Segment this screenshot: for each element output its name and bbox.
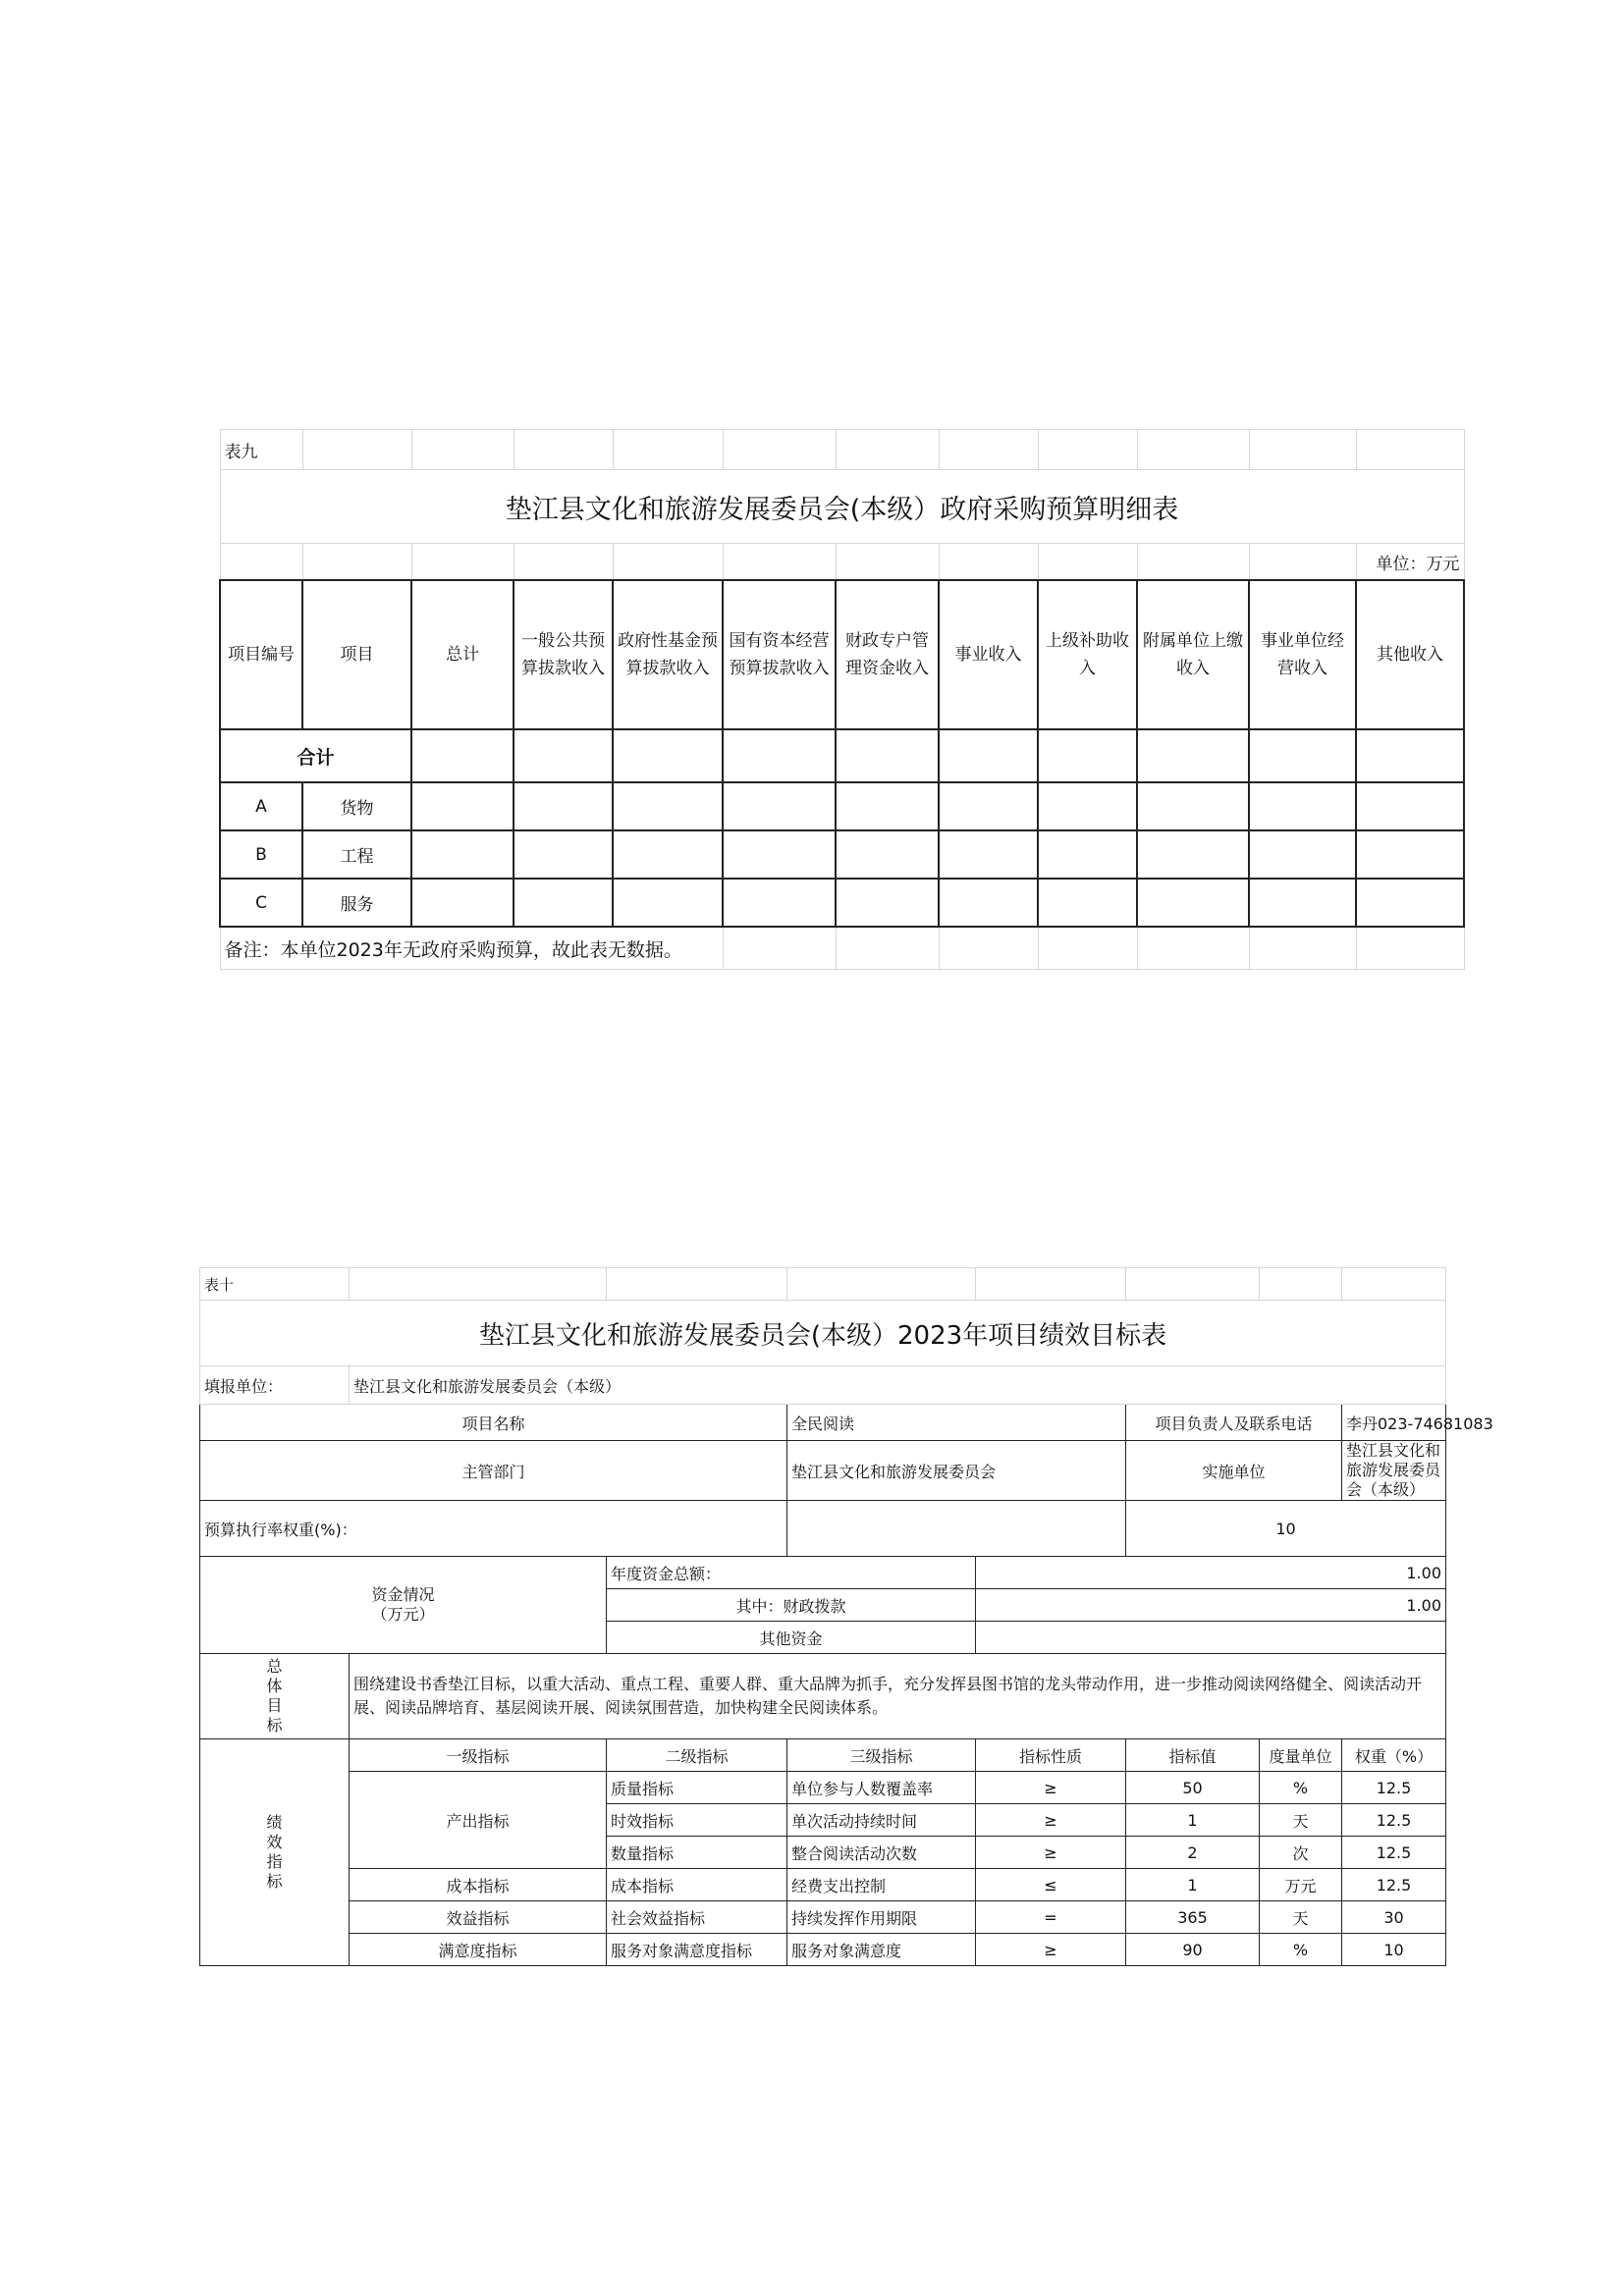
perf-header-nature: 指标性质 [976,1739,1126,1772]
table-label: 表九 [220,430,302,470]
perf-l3: 单次活动持续时间 [787,1804,976,1837]
perf-header-l3: 三级指标 [787,1739,976,1772]
perf-value: 1 [1126,1869,1260,1901]
perf-unit: 次 [1260,1837,1342,1869]
perf-l1: 产出指标 [350,1772,607,1869]
table-title: 垫江县文化和旅游发展委员会(本级）政府采购预算明细表 [220,470,1464,544]
header-general-budget: 一般公共预算拔款收入 [514,580,613,729]
row-code: A [220,782,302,830]
perf-l2: 数量指标 [607,1837,787,1869]
perf-unit: % [1260,1934,1342,1966]
filler-label: 填报单位： [200,1366,350,1405]
perf-value: 50 [1126,1772,1260,1804]
header-superior-subsidy: 上级补助收入 [1038,580,1137,729]
fund-label-line2: （万元） [371,1605,435,1624]
perf-l3: 整合阅读活动次数 [787,1837,976,1869]
dept-label: 主管部门 [200,1441,787,1501]
perf-nature: ≥ [976,1837,1126,1869]
header-other-income: 其他收入 [1356,580,1464,729]
perf-value: 90 [1126,1934,1260,1966]
perf-header-weight: 权重（%） [1342,1739,1446,1772]
perf-l3: 经费支出控制 [787,1869,976,1901]
row-name: 货物 [302,782,411,830]
table-label: 表十 [200,1268,350,1301]
perf-unit: 天 [1260,1804,1342,1837]
contact-value: 李丹023-74681083 [1342,1405,1446,1441]
perf-unit: 万元 [1260,1869,1342,1901]
goal-label: 总 体 目 标 [200,1654,350,1739]
perf-unit: 天 [1260,1901,1342,1934]
impl-label: 实施单位 [1126,1441,1342,1501]
row-name: 服务 [302,879,411,927]
table-row [220,830,1464,879]
fund-label-line1: 资金情况 [371,1585,435,1604]
performance-goal-table [199,1267,1493,1966]
contact-label: 项目负责人及联系电话 [1126,1405,1342,1441]
perf-nature: ≥ [976,1772,1126,1804]
perf-l2: 质量指标 [607,1772,787,1804]
header-fiscal-account: 财政专户管理资金收入 [836,580,939,729]
project-name-label: 项目名称 [200,1405,787,1441]
table-row [220,879,1464,927]
table-row [200,1901,1446,1934]
header-gov-fund: 政府性基金预算拔款收入 [613,580,723,729]
fund-other-label: 其他资金 [607,1622,976,1654]
header-code: 项目编号 [220,580,302,729]
perf-l2: 社会效益指标 [607,1901,787,1934]
row-code: B [220,830,302,879]
perf-header-unit: 度量单位 [1260,1739,1342,1772]
perf-value: 2 [1126,1837,1260,1869]
fund-label [200,1557,607,1654]
perf-l3: 服务对象满意度 [787,1934,976,1966]
perf-weight: 12.5 [1342,1772,1446,1804]
procurement-budget-table [219,429,1465,970]
perf-weight: 12.5 [1342,1837,1446,1869]
perf-nature: = [976,1901,1126,1934]
row-name: 工程 [302,830,411,879]
perf-label: 绩 效 指 标 [200,1739,350,1966]
header-state-capital: 国有资本经营预算拔款收入 [723,580,836,729]
header-affiliate-income: 附属单位上缴收入 [1137,580,1249,729]
fund-fiscal-label: 其中：财政拨款 [607,1589,976,1622]
row-code: C [220,879,302,927]
perf-l1: 效益指标 [350,1901,607,1934]
perf-value: 365 [1126,1901,1260,1934]
table-row [220,782,1464,830]
perf-header-l2: 二级指标 [607,1739,787,1772]
unit-label: 单位：万元 [1356,544,1464,581]
perf-l2: 服务对象满意度指标 [607,1934,787,1966]
project-name-value: 全民阅读 [787,1405,1126,1441]
header-operating-income: 事业单位经营收入 [1249,580,1356,729]
fund-fiscal-value: 1.00 [976,1589,1446,1622]
table-row [200,1934,1446,1966]
rate-value: 10 [1126,1501,1446,1557]
impl-value: 垫江县文化和旅游发展委员会（本级） [1342,1441,1446,1501]
table-row [200,1772,1446,1804]
table-row [200,1869,1446,1901]
perf-weight: 12.5 [1342,1869,1446,1901]
perf-nature: ≥ [976,1804,1126,1837]
perf-header-value: 指标值 [1126,1739,1260,1772]
perf-weight: 12.5 [1342,1804,1446,1837]
perf-l1: 成本指标 [350,1869,607,1901]
total-label: 合计 [220,729,411,782]
dept-value: 垫江县文化和旅游发展委员会 [787,1441,1126,1501]
perf-unit: % [1260,1772,1342,1804]
perf-l1: 满意度指标 [350,1934,607,1966]
header-business-income: 事业收入 [939,580,1038,729]
header-item: 项目 [302,580,411,729]
perf-weight: 30 [1342,1901,1446,1934]
perf-header-l1: 一级指标 [350,1739,607,1772]
perf-l2: 成本指标 [607,1869,787,1901]
goal-text: 围绕建设书香垫江目标，以重大活动、重点工程、重要人群、重大品牌为抓手，充分发挥县图书馆的龙头带动作用，进一步推动阅读网络健全、阅读活动开展、阅读品牌培育、基层阅读开展、阅读氛围营造，加快构建全民阅读体系。 [350,1654,1446,1739]
fund-total-value: 1.00 [976,1557,1446,1589]
table-note: 备注：本单位2023年无政府采购预算，故此表无数据。 [220,927,723,970]
rate-label: 预算执行率权重(%)： [200,1501,787,1557]
perf-l3: 持续发挥作用期限 [787,1901,976,1934]
perf-nature: ≤ [976,1869,1126,1901]
fund-total-label: 年度资金总额： [607,1557,976,1589]
perf-nature: ≥ [976,1934,1126,1966]
filler-value: 垫江县文化和旅游发展委员会（本级） [350,1366,1446,1405]
perf-l2: 时效指标 [607,1804,787,1837]
table-title: 垫江县文化和旅游发展委员会(本级）2023年项目绩效目标表 [200,1301,1446,1366]
perf-l3: 单位参与人数覆盖率 [787,1772,976,1804]
fund-other-value [976,1622,1446,1654]
header-total: 总计 [411,580,514,729]
perf-weight: 10 [1342,1934,1446,1966]
perf-value: 1 [1126,1804,1260,1837]
